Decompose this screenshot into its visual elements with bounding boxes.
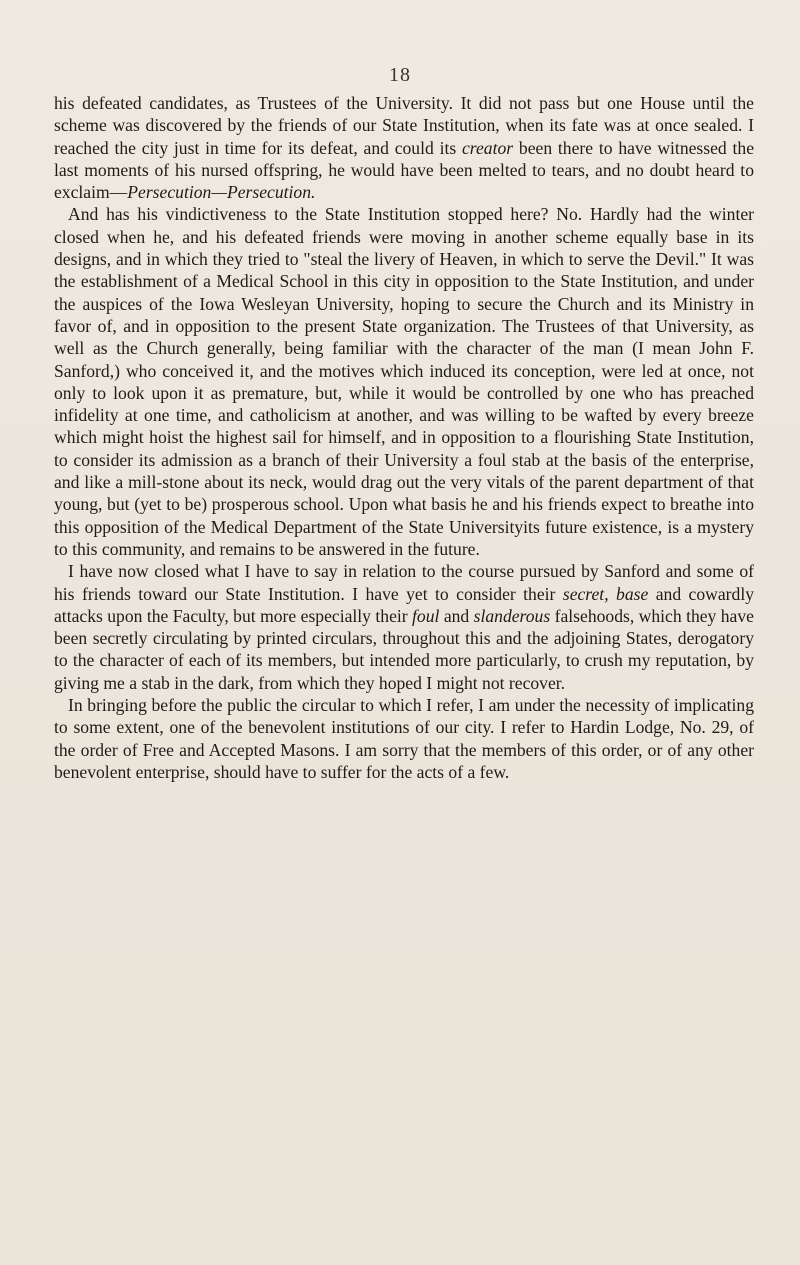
text-run: been there to have witnessed the last moments of his nursed offspring, he would have been melted to tears, and no doubt heard to exclaim— bbox=[54, 137, 755, 203]
italic-text: slanderous bbox=[473, 605, 551, 626]
text-run: his defeated candidates, as Trustees of the University. It did not pass but one House until the scheme was discovered by the friends of our State Institution, when its fate was at once sealed. I reached the city just in time for its defeat, and could its bbox=[54, 93, 754, 158]
paragraph-1 bbox=[54, 92, 754, 203]
text-run: and bbox=[439, 605, 474, 626]
italic-text: foul bbox=[412, 605, 440, 626]
italic-text: creator bbox=[462, 137, 514, 158]
text-run: I have now closed what I have to say in relation to the course pursued by Sanford and some of his friends toward our State Institution. I have yet to consider their bbox=[54, 561, 754, 604]
page-number: 18 bbox=[389, 64, 411, 86]
text-run: And has his vindictiveness to the State Institution stopped here? No. Hardly had the winter closed when he, and his defeated friends were moving in another scheme equally base in its designs, and in which they tried to "steal the livery of Heaven, in which to serve the Devil." It was the establishment of a Medical School in this city in opposition to the State Institution, and under the auspices of the Iowa Wesleyan University, hoping to secure the Church and its Ministry in favor of, and in opposition to the present State organization. The Trustees of that University, as well as the Church generally, being familiar with the character of the man (I mean John F. Sanford,) who conceived it, and the motives which induced its conception, were led at once, not only to look upon it as premature, but, while it would be controlled by one who has preached infidelity at one time, and catholicism at another, and was willing to be wafted by every breeze which might hoist the highest sail for himself, and in opposition to a flourishing State Institution, to consider its admission as a branch of their University a foul stab at the basis of the enterprise, and like a mill-stone about its neck, would drag out the very vitals of the parent department of that young, but (yet to be) prosperous school. Upon what basis he and his friends expect to breathe into this opposition of the Medical Department of the State Universityits future existence, is a mystery to this community, and remains to be answered in the future. bbox=[54, 204, 754, 559]
italic-text: Persecution—Persecution. bbox=[127, 182, 316, 203]
body-text bbox=[54, 92, 754, 783]
text-run: and cowardly attacks upon the Faculty, but more especially their bbox=[54, 583, 755, 626]
paragraph-4 bbox=[54, 694, 754, 783]
italic-text: secret bbox=[562, 583, 605, 604]
text-run: falsehoods, which they have been secretly circulating by printed circulars, throughout this and the adjoining States, derogatory to the character of each of its members, but intended more particularly, to crush my reputation, by giving me a stab in the dark, from which they hoped I might not recover. bbox=[54, 605, 754, 693]
paragraph-2 bbox=[54, 203, 754, 560]
text-run: , bbox=[604, 583, 617, 604]
text-run: In bringing before the public the circular to which I refer, I am under the necessity of implicating to some extent, one of the benevolent institutions of our city. I refer to Hardin Lodge, No. 29, of the order of Free and Accepted Masons. I am sorry that the members of this order, or of any other benevolent enterprise, should have to suffer for the acts of a few. bbox=[54, 695, 754, 782]
paragraph-3 bbox=[54, 560, 754, 694]
italic-text: base bbox=[616, 583, 649, 604]
